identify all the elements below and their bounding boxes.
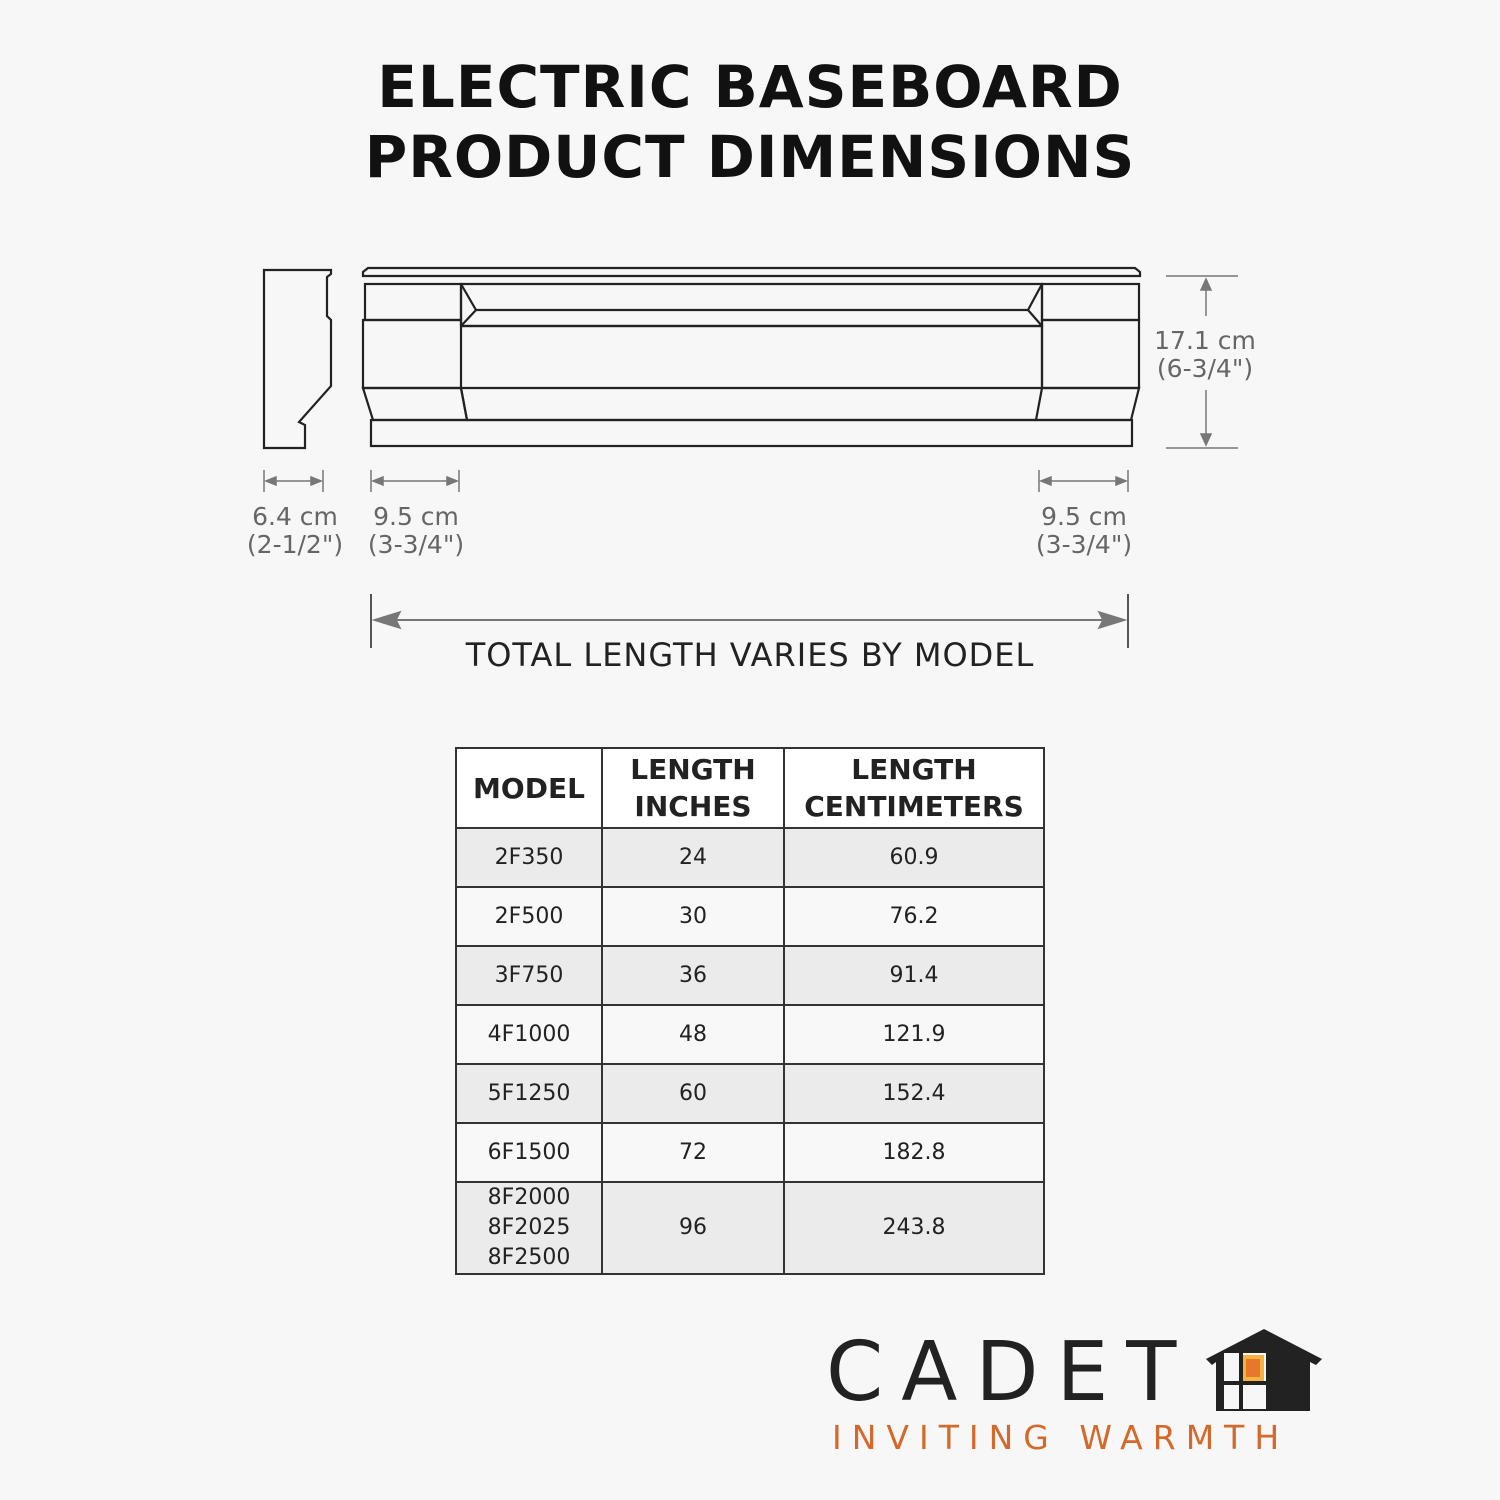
model-length-table bbox=[455, 747, 1045, 1275]
cm-cell: 243.8 bbox=[784, 1182, 1044, 1274]
cm-cell: 152.4 bbox=[784, 1064, 1044, 1123]
cm-cell: 182.8 bbox=[784, 1123, 1044, 1182]
cm-cell: 121.9 bbox=[784, 1005, 1044, 1064]
inches-cell: 60 bbox=[602, 1064, 784, 1123]
model-cell: 5F1250 bbox=[456, 1064, 602, 1123]
inches-cell: 96 bbox=[602, 1182, 784, 1274]
model-cell: 8F2000 8F2025 8F2500 bbox=[456, 1182, 602, 1274]
model-cell: 6F1500 bbox=[456, 1123, 602, 1182]
front-view bbox=[363, 268, 1140, 446]
cm-cell: 76.2 bbox=[784, 887, 1044, 946]
table-header-row bbox=[456, 748, 1044, 828]
table-row bbox=[456, 1005, 1044, 1064]
house-logo-icon bbox=[1204, 1325, 1324, 1415]
brand-name: CADET bbox=[826, 1325, 1195, 1420]
right-end-label: 9.5 cm (3-3/4") bbox=[1035, 502, 1133, 559]
table-row bbox=[456, 828, 1044, 887]
header-length-centimeters: LENGTH CENTIMETERS bbox=[784, 748, 1044, 828]
cm-cell: 60.9 bbox=[784, 828, 1044, 887]
table-row bbox=[456, 1182, 1044, 1274]
model-cell: 3F750 bbox=[456, 946, 602, 1005]
inches-cell: 30 bbox=[602, 887, 784, 946]
table-row bbox=[456, 1123, 1044, 1182]
side-profile bbox=[264, 270, 331, 448]
brand-tagline: INVITING WARMTH bbox=[832, 1418, 1290, 1457]
model-cell: 2F350 bbox=[456, 828, 602, 887]
left-end-dimension-line bbox=[371, 470, 459, 492]
height-label: 17.1 cm (6-3/4") bbox=[1154, 326, 1256, 383]
table-row bbox=[456, 1064, 1044, 1123]
inches-cell: 72 bbox=[602, 1123, 784, 1182]
cm-cell: 91.4 bbox=[784, 946, 1044, 1005]
header-length-inches: LENGTH INCHES bbox=[602, 748, 784, 828]
right-end-dimension-line bbox=[1039, 470, 1128, 492]
total-length-label: TOTAL LENGTH VARIES BY MODEL bbox=[465, 636, 1035, 674]
model-cell: 4F1000 bbox=[456, 1005, 602, 1064]
depth-label: 6.4 cm (2-1/2") bbox=[246, 502, 344, 559]
inches-cell: 36 bbox=[602, 946, 784, 1005]
header-model: MODEL bbox=[456, 748, 602, 828]
title-line-2: PRODUCT DIMENSIONS bbox=[364, 123, 1136, 191]
inches-cell: 24 bbox=[602, 828, 784, 887]
table-row bbox=[456, 946, 1044, 1005]
baseboard-diagram bbox=[0, 0, 1500, 720]
title-line-1: ELECTRIC BASEBOARD bbox=[377, 53, 1123, 121]
inches-cell: 48 bbox=[602, 1005, 784, 1064]
left-end-label: 9.5 cm (3-3/4") bbox=[367, 502, 465, 559]
table-row bbox=[456, 887, 1044, 946]
depth-dimension-line bbox=[264, 470, 323, 492]
model-cell: 2F500 bbox=[456, 887, 602, 946]
